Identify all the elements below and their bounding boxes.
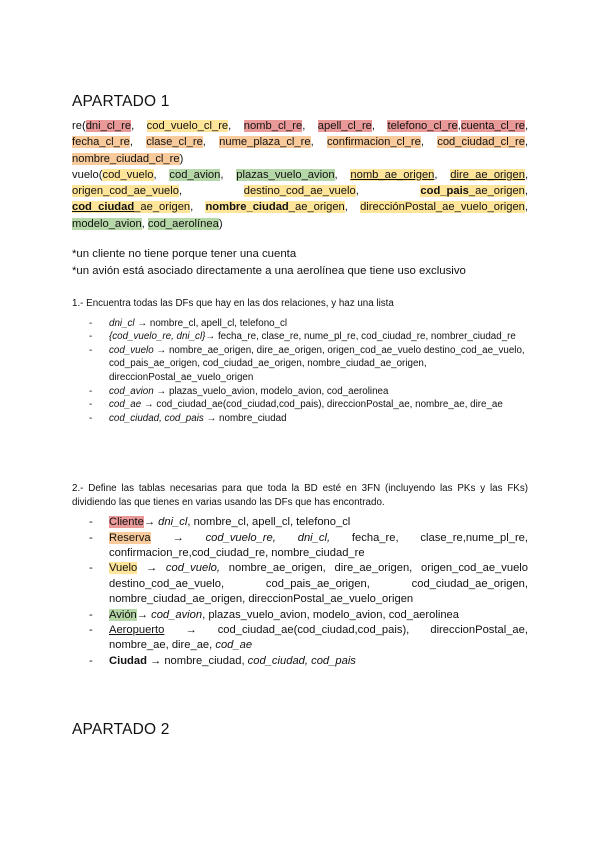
df-lhs: cod_vuelo <box>109 344 154 356</box>
list-item <box>72 398 528 412</box>
question-2-title: 2.- Define las tablas necesarias para que toda la BD esté en 3FN (incluyendo las PKs y las FKs) dividiendo las que tienes en varias usando las DFs que has encontrado. <box>72 483 528 508</box>
table-pk: cod_ae <box>215 639 253 652</box>
table-avion <box>72 608 528 623</box>
arrow-icon: → <box>143 516 156 529</box>
df-lhs: cod_avion <box>109 385 154 397</box>
attr-nomb-cl-re: nomb_cl_re <box>243 120 303 132</box>
attr-direccion-postal: direcciónPostal_ae_vuelo_origen <box>360 201 525 214</box>
attr-fecha-cl-re: fecha_cl_re <box>72 136 130 149</box>
df-rhs: cod_ciudad_ae(cod_ciudad,cod_pais), direccionPostal_ae, nombre_ae, dire_ae <box>156 399 503 411</box>
table-pk: cod_ciudad, cod_pais <box>247 654 356 667</box>
attr-dni-cl-re: dni_cl_re <box>85 120 132 132</box>
table-pk: cod_avion <box>151 608 203 621</box>
question-1 <box>72 297 528 425</box>
note-cliente-cuenta: *un cliente no tiene porque tener una cuenta <box>72 248 297 260</box>
table-pk: cod_vuelo_re, dni_cl, <box>205 531 331 544</box>
attr-plazas-vuelo-avion: plazas_vuelo_avion <box>236 168 335 181</box>
attr-nombre-ciudad: nombre_ciudad <box>205 201 289 214</box>
arrow-icon: → <box>143 399 154 411</box>
attr-clase-cl-re: clase_cl_re <box>146 136 203 149</box>
attr-cod-pais-suffix: _ae_origen <box>468 185 525 198</box>
table-aeropuerto <box>72 623 528 654</box>
relation-re-prefix: re( <box>72 120 86 132</box>
question-2 <box>72 482 528 669</box>
attr-nume-plaza-cl-re: nume_plaza_cl_re <box>219 136 311 149</box>
table-vuelo <box>72 561 528 607</box>
df-list <box>72 317 528 426</box>
table-list <box>72 515 528 669</box>
df-lhs: cod_ae <box>109 399 142 411</box>
relation-re-suffix: ) <box>179 152 184 165</box>
attr-cod-pais: cod_pais <box>420 185 469 198</box>
attr-cod-vuelo: cod_vuelo <box>102 168 154 181</box>
arrow-icon: → <box>185 624 197 637</box>
attr-cod-ciudad-suffix: _ae_origen <box>134 201 191 214</box>
arrow-icon: → <box>145 562 158 575</box>
list-item <box>72 317 528 331</box>
df-lhs: {cod_vuelo_re, dni_cl} <box>109 331 206 343</box>
attr-nombre-ciudad-cl-re: nombre_ciudad_cl_re <box>72 152 180 165</box>
attr-cod-ciudad-cl-re: cod_ciudad_cl_re <box>437 136 525 149</box>
df-rhs: plazas_vuelo_avion, modelo_avion, cod_aerolinea <box>168 385 389 397</box>
attr-telefono-cl-re: telefono_cl_re <box>387 120 458 132</box>
notes <box>72 246 528 279</box>
list-item <box>72 385 528 399</box>
relations-block <box>72 118 528 232</box>
table-name: Cliente <box>109 516 144 529</box>
attr-cuenta-cl-re: cuenta_cl_re <box>460 120 525 132</box>
table-attrs: nombre_ciudad, <box>161 654 248 667</box>
attr-modelo-avion: modelo_avion <box>72 217 142 230</box>
arrow-icon: → <box>206 412 217 424</box>
table-name: Avión <box>109 608 137 621</box>
arrow-icon: → <box>156 385 167 397</box>
note-avion-aerolinea: *un avión está asociado directamente a una aerolínea que tiene uso exclusivo <box>72 264 466 277</box>
table-cliente <box>72 515 528 530</box>
table-ciudad <box>72 654 528 669</box>
table-attrs: cod_ciudad_ae(cod_ciudad,cod_pais), direccionPostal_ae, nombre_ae, dire_ae, <box>109 624 528 652</box>
relation-vuelo-suffix: ) <box>218 217 223 230</box>
table-reserva <box>72 531 528 562</box>
attr-nombre-ciudad-suffix: _ae_origen <box>288 201 345 214</box>
relation-vuelo: vuelo(cod_vuelo, cod_avion, plazas_vuelo_avion, nomb_ae_origen, dire_ae_origen, origen_cod_ae_vuelo, destino_cod_ae_vuelo, cod_pais_ae_origen, cod_ciudad_ae_origen, nombre_ciudad_ae_origen, direcciónPostal_ae_vuelo_origen, modelo_avion, cod_aerolínea) <box>72 168 529 230</box>
df-rhs: fecha_re, clase_re, nume_pl_re, cod_ciudad_re, nombrer_ciudad_re <box>217 331 516 343</box>
df-rhs: nombre_ae_origen, dire_ae_origen, origen_cod_ae_vuelo destino_cod_ae_vuelo, cod_pais_ae_origen, cod_ciudad_ae_origen, nombre_ciudad_ae_origen, direccionPostal_ae_vuelo_origen <box>109 344 525 383</box>
table-name: Aeropuerto <box>109 624 165 637</box>
attr-destino-cod-ae-vuelo: destino_cod_ae_vuelo <box>243 185 356 198</box>
df-lhs: cod_ciudad, cod_pais <box>109 412 204 424</box>
table-name: Vuelo <box>109 562 138 575</box>
section-heading-1: APARTADO 1 <box>72 93 170 110</box>
relation-vuelo-prefix: vuelo( <box>72 168 103 181</box>
table-attrs: , nombre_cl, apell_cl, telefono_cl <box>187 516 351 529</box>
attr-confirmacion-cl-re: confirmacion_cl_re <box>326 136 421 149</box>
attr-cod-aerolinea: cod_aerolínea <box>147 217 219 230</box>
attr-cod-ciudad: cod_ciudad <box>72 201 135 214</box>
arrow-icon: → <box>156 344 167 356</box>
attr-origen-cod-ae-vuelo: origen_cod_ae_vuelo <box>72 185 179 198</box>
table-attrs: nombre_ae_origen, dire_ae_origen, origen_cod_ae_vuelo destino_cod_ae_vuelo, cod_pais_ae_origen, cod_ciudad_ae_origen, nombre_ciudad_ae_origen, direccionPostal_ae_vuelo_origen <box>109 562 529 606</box>
table-name: Ciudad <box>109 654 147 667</box>
table-attrs: fecha_re, clase_re,nume_pl_re, confirmacion_re,cod_ciudad_re, nombre_ciudad_re <box>109 531 529 559</box>
attr-cod-vuelo-cl-re: cod_vuelo_cl_re <box>146 120 229 132</box>
list-item <box>72 412 528 426</box>
arrow-icon: → <box>205 331 216 343</box>
df-lhs: dni_cl <box>109 317 135 329</box>
relation-re: re(dni_cl_re, cod_vuelo_cl_re, nomb_cl_re, apell_cl_re, telefono_cl_re,cuenta_cl_re, fecha_cl_re, clase_cl_re, nume_plaza_cl_re, confirmacion_cl_re, cod_ciudad_cl_re, nombre_ciudad_cl_re) <box>72 120 529 165</box>
question-1-title: 1.- Encuentra todas las DFs que hay en las dos relaciones, y haz una lista <box>72 298 394 309</box>
attr-cod-avion: cod_avion <box>169 168 221 181</box>
attr-dire-ae-origen: dire_ae_origen <box>450 168 525 181</box>
table-pk: cod_vuelo, <box>165 562 221 575</box>
table-attrs: , plazas_vuelo_avion, modelo_avion, cod_aerolinea <box>202 608 459 621</box>
table-pk: dni_cl <box>158 516 188 529</box>
attr-apell-cl-re: apell_cl_re <box>317 120 372 132</box>
section-heading-2: APARTADO 2 <box>72 721 170 738</box>
table-name: Reserva <box>109 531 151 544</box>
attr-nomb-ae-origen: nomb_ae_origen <box>350 168 435 181</box>
list-item <box>72 330 528 344</box>
arrow-icon: → <box>136 608 148 621</box>
list-item <box>72 344 528 385</box>
arrow-icon: → <box>137 317 148 329</box>
arrow-icon: → <box>172 531 184 544</box>
arrow-icon: → <box>150 654 162 667</box>
df-rhs: nombre_ciudad <box>219 412 287 424</box>
df-rhs: nombre_cl, apell_cl, telefono_cl <box>149 317 288 329</box>
